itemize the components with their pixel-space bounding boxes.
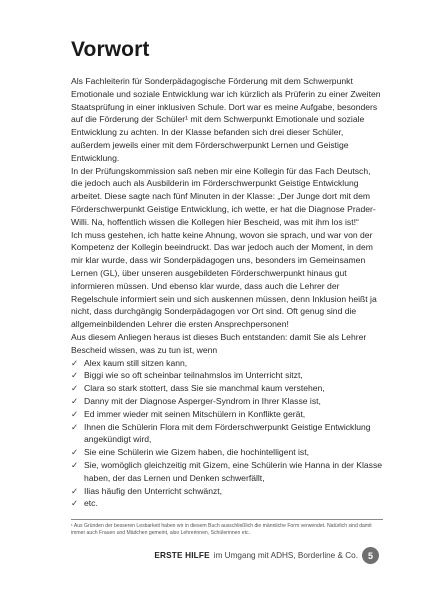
checkmark-icon: ✓: [71, 498, 79, 509]
page-footer: [154, 547, 379, 564]
checkmark-icon: ✓: [71, 447, 79, 458]
list-item: [71, 446, 383, 459]
checkmark-icon: ✓: [71, 395, 79, 406]
list-item: [71, 421, 383, 447]
checkmark-icon: ✓: [71, 383, 79, 394]
paragraph-intro: Als Fachleiterin für Sonderpädagogische Förderung mit dem Schwerpunkt Emotionale und soziale Entwicklung war ich kürzlich als Prüferin zu einer Zweiten Staatsprüfung in einer inklusiven Schule. Dort war es meine Aufgabe, besonders auf die Förderung der Schüler¹ mit dem Schwerpunkt Emotionale und soziale Entwicklung zu achten. In der Klasse befanden sich drei dieser Schüler, außerdem jeweils einer mit dem Förderschwerpunkt Lernen und Geistige Entwicklung.: [71, 76, 381, 163]
list-item-text: Alex kaum still sitzen kann,: [84, 357, 188, 368]
checkmark-icon: ✓: [71, 421, 79, 432]
list-item: [71, 497, 383, 510]
list-item: [71, 382, 383, 395]
list-item-text: etc.: [84, 498, 98, 509]
list-item-text: Ilias häufig den Unterricht schwänzt,: [84, 485, 223, 496]
paragraph-confession: Ich muss gestehen, ich hatte keine Ahnung, wovon sie sprach, und war von der Kompetenz der Kollegin beeindruckt. Das war jedoch auch der Moment, in dem mir klar wurde, dass wir Sonderpädagogen uns, besonders im Gemeinsamen Lernen (GL), über unseren ausgebildeten Förderschwerpunkt hinaus gut informieren müssen. Und ebenso klar wurde, dass auch die Lehrer der Regelschule informiert sein und sich auskennen müssen, denn Inklusion heißt ja nicht, dass durchgängig Sonderpädagogen vor Ort sind. Oft genug sind die allgemeinbildenden Lehrer die ersten Ansprechpersonen!: [71, 229, 377, 330]
page-title: Vorwort: [71, 38, 150, 61]
list-item-text: Biggi wie so oft scheinbar teilnahmslos im Unterricht sitzt,: [84, 370, 303, 381]
list-item-text: Ihnen die Schülerin Flora mit dem Förderschwerpunkt Geistige Entwicklung angekündigt wird,: [84, 421, 371, 445]
list-item-text: Sie, womöglich gleichzeitig mit Gizem, eine Schülerin wie Hanna in der Klasse haben, der das Lernen und Denken schwerfällt,: [84, 459, 383, 483]
list-item: [71, 357, 383, 370]
checkmark-icon: ✓: [71, 408, 79, 419]
list-item: [71, 485, 383, 498]
checkmark-icon: ✓: [71, 357, 79, 368]
body-text: [71, 75, 383, 510]
checkmark-icon: ✓: [71, 459, 79, 470]
footer-subtitle: im Umgang mit ADHS, Borderline & Co.: [213, 551, 358, 560]
footer-brand: ERSTE HILFE: [154, 551, 210, 560]
paragraph-commission: In der Prüfungskommission saß neben mir eine Kollegin für das Fach Deutsch, die jedoch auch als Ausbilderin im Förderschwerpunkt Geistige Entwicklung arbeitet. Diese sagte nach fünf Minuten in der Klasse: „Der Junge dort mit dem Förderschwerpunkt Geistige Entwicklung, ich wette, er hat die Diagnose Prader-Willi. Na, hoffentlich wissen die Kollegen hier Bescheid, was mit ihm los ist!“: [71, 165, 376, 227]
list-item: [71, 369, 383, 382]
checklist: [71, 357, 383, 511]
checkmark-icon: ✓: [71, 485, 79, 496]
paragraph-purpose: Aus diesem Anliegen heraus ist dieses Buch entstanden: damit Sie als Lehrer Bescheid wissen, was zu tun ist, wenn: [71, 331, 367, 355]
list-item-text: Clara so stark stottert, dass Sie sie manchmal kaum verstehen,: [84, 383, 325, 394]
list-item: [71, 459, 383, 485]
footnote: ¹ Aus Gründen der besseren Lesbarkeit haben wir in diesem Buch ausschließlich die männliche Form verwendet. Natürlich sind damit immer auch Frauen und Mädchen gemeint, also Lehrerinnen, Schülerinnen etc.: [71, 523, 372, 536]
page-number-badge: 5: [362, 547, 379, 564]
checkmark-icon: ✓: [71, 370, 79, 381]
list-item-text: Sie eine Schülerin wie Gizem haben, die hochintelligent ist,: [84, 447, 309, 458]
list-item: [71, 395, 383, 408]
list-item: [71, 408, 383, 421]
list-item-text: Danny mit der Diagnose Asperger-Syndrom in Ihrer Klasse ist,: [84, 395, 321, 406]
list-item-text: Ed immer wieder mit seinen Mitschülern in Konflikte gerät,: [84, 408, 306, 419]
footnote-divider: [71, 519, 383, 520]
